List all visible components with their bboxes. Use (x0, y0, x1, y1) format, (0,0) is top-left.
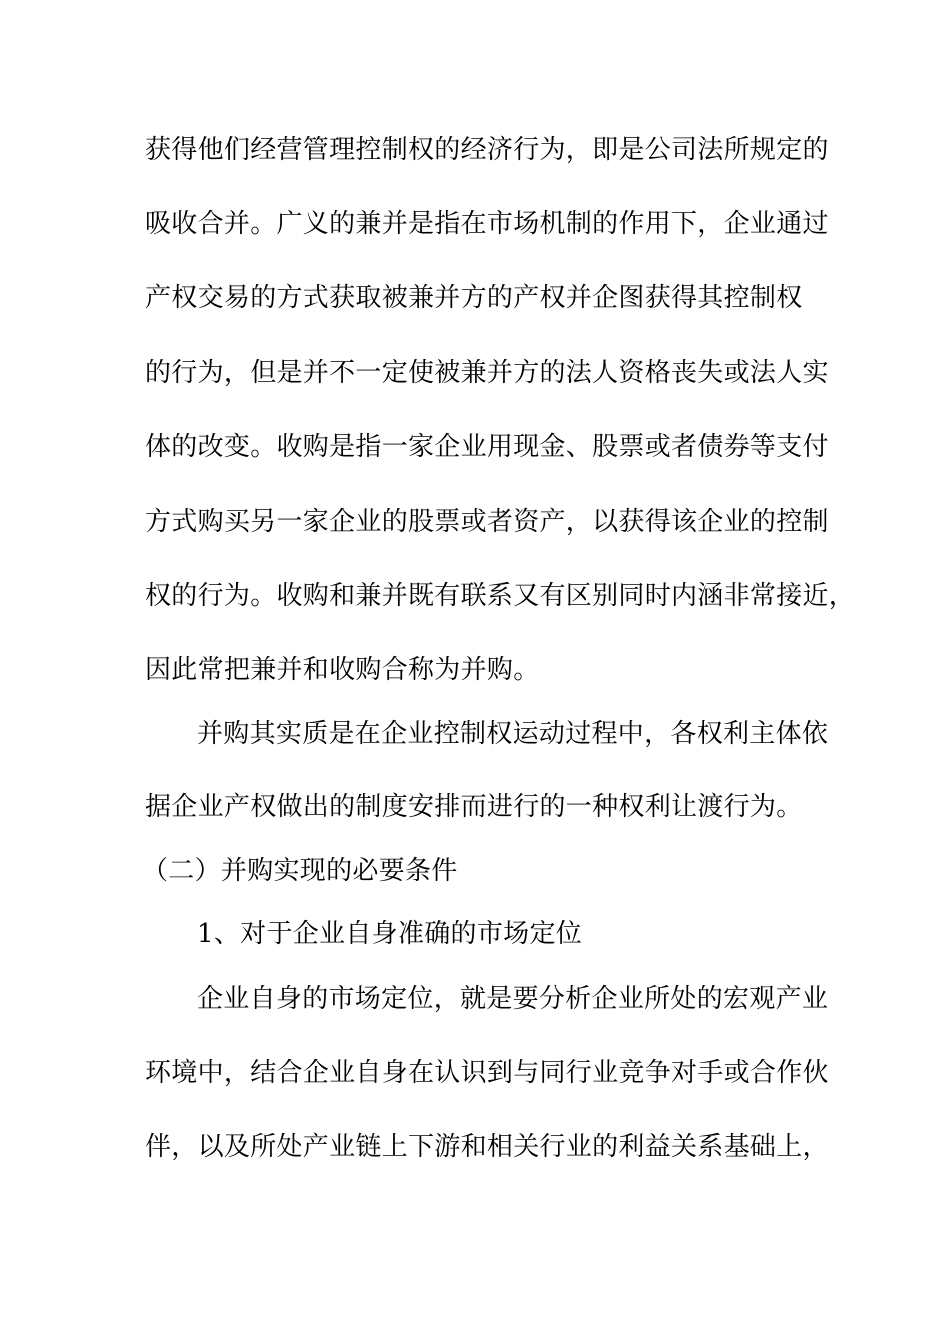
paragraph-2-line-2: 据企业产权做出的制度安排而进行的一种权利让渡行为。 (145, 792, 803, 822)
paragraph-1-line-2: 吸收合并。广义的兼并是指在市场机制的作用下，企业通过 (145, 209, 829, 239)
paragraph-3-line-2: 环境中，结合企业自身在认识到与同行业竞争对手或合作伙 (145, 1058, 829, 1088)
subheading: 1、对于企业自身准确的市场定位 (197, 919, 583, 949)
paragraph-1-line-7: 权的行为。收购和兼并既有联系又有区别同时内涵非常接近， (145, 581, 856, 611)
paragraph-2-line-1: 并购其实质是在企业控制权运动过程中，各权利主体依 (197, 719, 829, 749)
paragraph-1-line-1: 获得他们经营管理控制权的经济行为，即是公司法所规定的 (145, 135, 829, 165)
paragraph-1-line-4: 的行为，但是并不一定使被兼并方的法人资格丧失或法人实 (145, 358, 829, 388)
paragraph-1-line-3: 产权交易的方式获取被兼并方的产权并企图获得其控制权 (145, 283, 803, 313)
section-heading: （二）并购实现的必要条件 (142, 856, 458, 886)
paragraph-1-line-5: 体的改变。收购是指一家企业用现金、股票或者债券等支付 (145, 432, 829, 462)
paragraph-3-line-3: 伴，以及所处产业链上下游和相关行业的利益关系基础上， (145, 1132, 829, 1162)
paragraph-1-line-6: 方式购买另一家企业的股票或者资产，以获得该企业的控制 (145, 507, 829, 537)
paragraph-1-line-8: 因此常把兼并和收购合称为并购。 (145, 655, 540, 685)
paragraph-3-line-1: 企业自身的市场定位，就是要分析企业所处的宏观产业 (197, 984, 829, 1014)
